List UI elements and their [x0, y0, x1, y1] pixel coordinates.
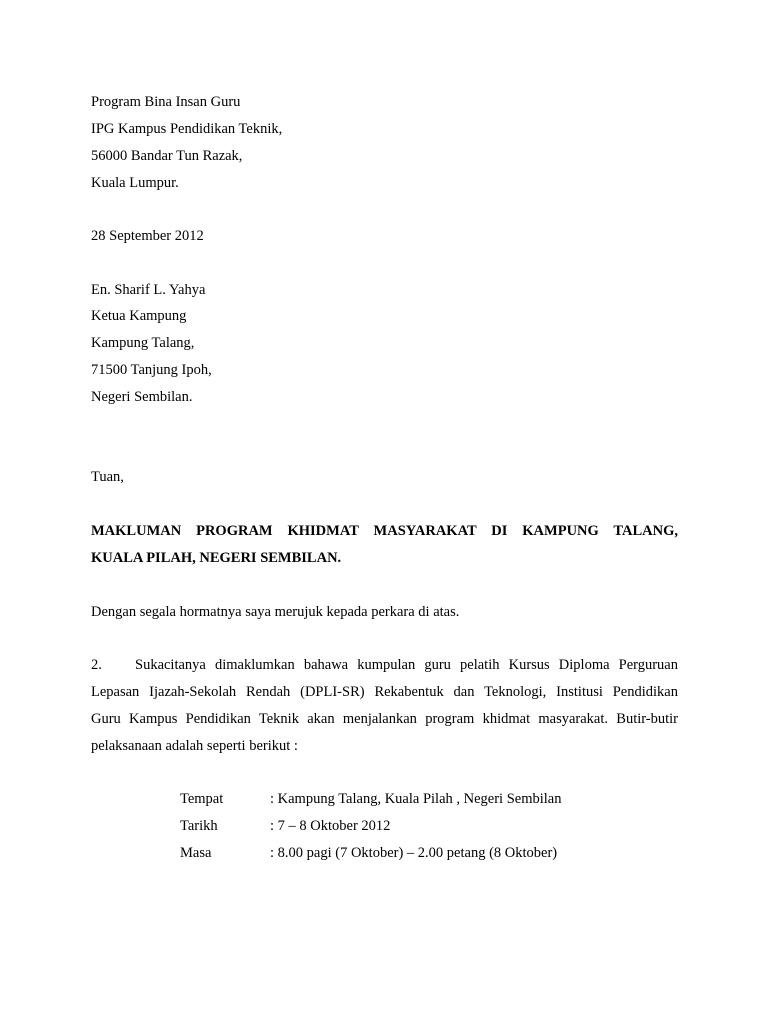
- paragraph-line: pelaksanaan adalah seperti berikut :: [91, 738, 298, 754]
- sender-line: 56000 Bandar Tun Razak,: [91, 148, 243, 164]
- recipient-line: 71500 Tanjung Ipoh,: [91, 362, 212, 378]
- detail-label: Masa: [180, 845, 212, 861]
- sender-line: IPG Kampus Pendidikan Teknik,: [91, 121, 283, 137]
- sender-line: Program Bina Insan Guru: [91, 94, 241, 110]
- subject-line: MAKLUMAN PROGRAM KHIDMAT MASYARAKAT DI KAMPUNG TALANG,: [91, 523, 678, 539]
- detail-row: [180, 790, 561, 808]
- paragraph-text: Sukacitanya dimaklumkan bahawa kumpulan guru pelatih Kursus Diploma Perguruan: [135, 657, 678, 673]
- detail-row: [180, 817, 390, 835]
- recipient-line: Negeri Sembilan.: [91, 389, 193, 405]
- recipient-line: Kampung Talang,: [91, 335, 195, 351]
- letter-date: 28 September 2012: [91, 228, 204, 244]
- recipient-line: Ketua Kampung: [91, 308, 187, 324]
- detail-row: [180, 844, 557, 862]
- salutation: Tuan,: [91, 469, 124, 485]
- detail-label: Tarikh: [180, 818, 218, 834]
- recipient-line: En. Sharif L. Yahya: [91, 282, 206, 298]
- opening-paragraph: Dengan segala hormatnya saya merujuk kepada perkara di atas.: [91, 604, 460, 620]
- paragraph-line: Guru Kampus Pendidikan Teknik akan menjalankan program khidmat masyarakat. Butir-butir: [91, 711, 678, 727]
- subject-line: KUALA PILAH, NEGERI SEMBILAN.: [91, 550, 342, 566]
- detail-value: : 8.00 pagi (7 Oktober) – 2.00 petang (8 Oktober): [270, 845, 558, 861]
- paragraph-line: [91, 656, 678, 674]
- detail-value: : Kampung Talang, Kuala Pilah , Negeri Sembilan: [270, 791, 562, 807]
- detail-value: : 7 – 8 Oktober 2012: [270, 818, 391, 834]
- sender-line: Kuala Lumpur.: [91, 175, 179, 191]
- detail-label: Tempat: [180, 791, 224, 807]
- paragraph-number: 2.: [91, 657, 102, 673]
- paragraph-line: Lepasan Ijazah-Sekolah Rendah (DPLI-SR) Rekabentuk dan Teknologi, Institusi Pendidikan: [91, 684, 678, 700]
